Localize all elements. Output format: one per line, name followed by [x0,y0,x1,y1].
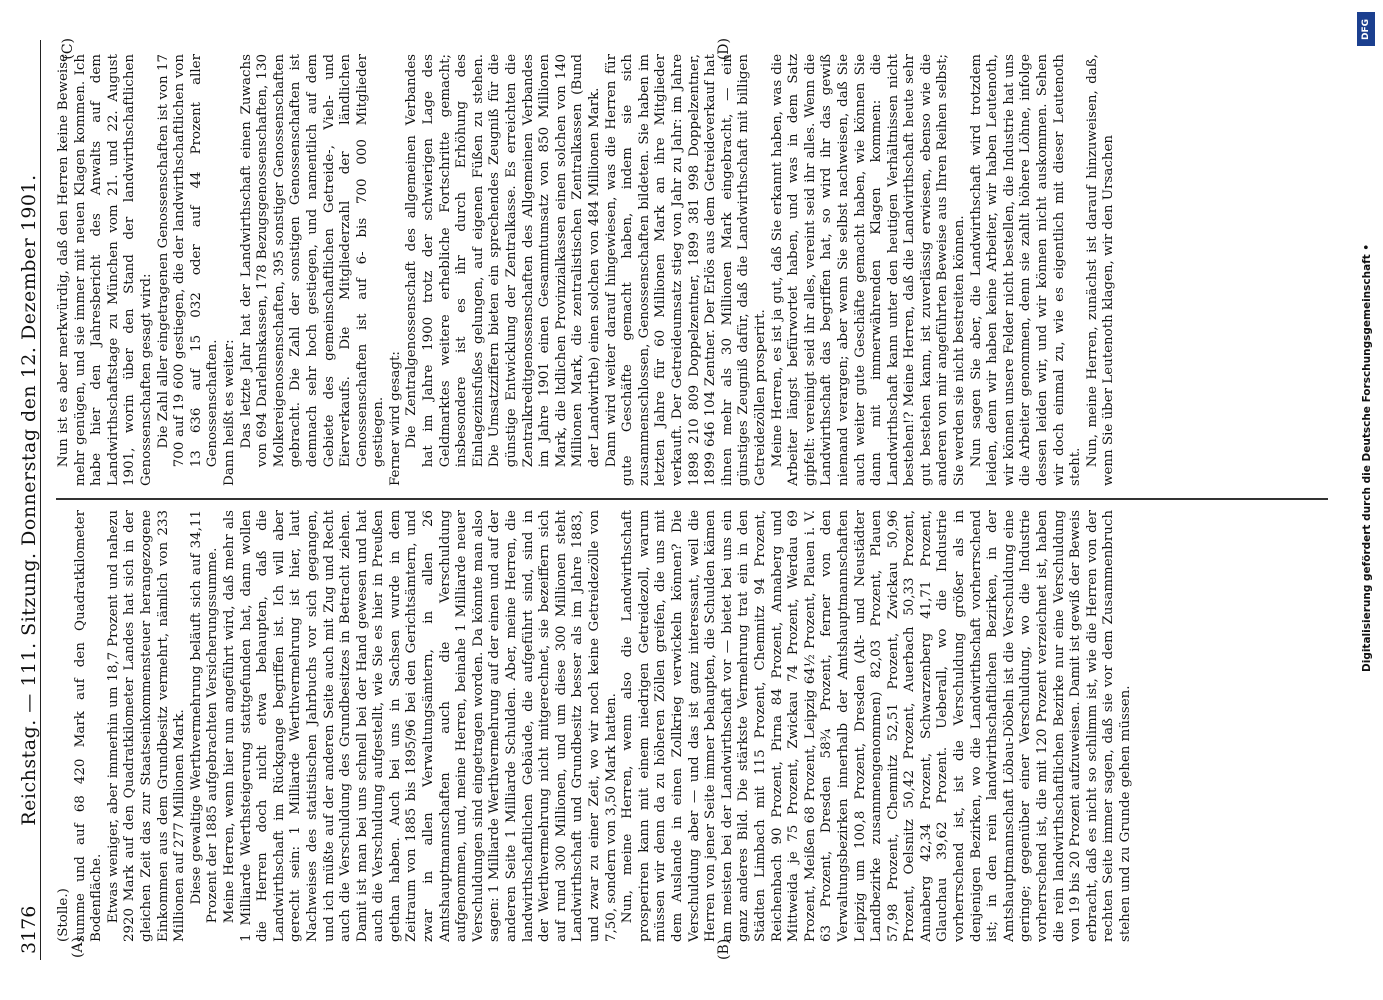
margin-marker-a: (A) [70,936,86,958]
margin-marker-b: (B) [716,938,732,960]
page-number: 3176 [18,905,40,954]
page-header [18,40,41,960]
page-title: Reichstag. — 111. Sitzung. Donnerstag den 12. Dezember 1901. [18,174,40,826]
paragraph: summe und auf 68 420 Mark auf den Quadratkilometer Bodenfläche. [72,510,105,942]
right-column [56,54,1328,486]
paragraph: Meine Herren, es ist ja gut, daß Sie erkannt haben, was die Arbeiter längst befürwortet haben, und was in dem Satz gipfelt: vereinigt seid ihr alles, vereint seid ihr alles. Wenn die Landwirthschaft das begriffen hat, so wird ihr das gewiß niemand verargen; aber wenn Sie selbst nachweisen, daß Sie auch weiter gute Geschäfte gemacht haben, wie können Sie dann mit immerwährenden Klagen kommen: die Landwirthschaft kann unter den heutigen Verhältnissen nicht bestehen!? Meine Herren, daß die Landwirthschaft heute sehr gut bestehen kann, ist zuverlässig erwiesen, ebenso wie die anderen von mir angeführten Beweise aus Ihren Reihen selbst; Sie werden sie nicht bestreiten können. [769,54,968,486]
left-column [56,510,1328,942]
paragraph: Meine Herren, wenn hier nun angeführt wird, daß mehr als 1 Milliarde Werthsteigerung stattgefunden hat, dann wollen die Herren doch nicht etwa behaupten, daß die Landwirthschaft im Rückgange begriffen ist. Ich will aber gerecht sein: 1 Milliarde Werthvermehrung ist hier, laut Nachweises des statistischen Jahrbuchs vor sich gegangen, und ich müßte auf der anderen Seite auch mit Zug und Recht auch die Verschuldung des Grundbesitzes in Betracht ziehen. Damit ist man bei uns schnell bei der Hand gewesen und hat auch die Verschuldung aufgestellt, wie Sie es hier in Preußen gethan haben. Auch bei uns in Sachsen wurde in dem Zeitraum von 1885 bis 1895/96 bei den Gerichtsämtern, und zwar in allen Verwaltungsämtern, in allen 26 Amtshauptmannschaften auch die Verschuldung aufgenommen, und, meine Herren, beinahe 1 Milliarde neuer Verschuldungen sind eingetragen worden. Da könnte man also sagen: 1 Milliarde Werthvermehrung auf der einen und auf der anderen Seite 1 Milliarde Schulden. Aber, meine Herren, die landwirthschaftlichen Gebäude, die aufgeführt sind, sind in der Werthvermehrung nicht mitgerechnet, sie bezeiffern sich auf rund 300 Millionen, und um diese 300 Millionen steht Landwirthschaft und Grundbesitz besser als im Jahre 1883, und zwar zu einer Zeit, wo wir noch keine Getreidezölle von 7,50, sondern von 3,50 Mark hatten. [221,510,619,942]
paragraph: Etwas weniger, aber immerhin um 18,7 Prozent und nahezu 2920 Mark auf den Quadratkilometer Landes hat sich in der gleichen Zeit das zur Staatseinkommensteuer herangezogene Einkommen aus dem Grundbesitz vermehrt, nämlich von 233 Millionen auf 277 Millionen Mark. [105,510,188,942]
paragraph: Nun ist es aber merkwürdig, daß den Herren keine Beweise mehr genügen, und sie immer mit neuen Klagen kommen. Ich habe hier den Jahresbericht des Anwalts auf dem Landwirthschaftstage zu München vom 21. und 22. August 1901, worin über den Stand der landwirthschaftlichen Genossenschaften gesagt wird: [56,54,154,486]
margin-marker-c: (C) [60,38,76,60]
digitization-sidebar [1350,8,1382,1000]
quoted-paragraph: Die Zentralgenossenschaft des allgemeinen Verbandes hat im Jahre 1900 trotz der schwierigen Lage des Geldmarktes weitere erhebliche Fortschritte gemacht; insbesondere ist es ihr durch Erhöhung des Einlagezinsfußes gelungen, auf eigenen Füßen zu stehen. Die Umsatzziffern bieten ein sprechendes Zeugniß für die günstige Entwicklung der Zentralkasse. Es erreichten die Zentralkreditgenossenschaften des Allgemeinen Verbandes im Jahre 1901 einen Gesammtumsatz von 850 Millionen Mark, die ltdlichen Provinzialkassen einen solchen von 140 Millionen Mark, die zentralistischen Zentralkassen (Bund der Landwirthe) einen solchen von 484 Millionen Mark. [404,54,602,468]
dfg-logo-icon: DFG [1357,12,1375,46]
column-rule [56,498,1328,500]
paragraph: Nun sagen Sie aber, die Landwirthschaft wird trotzdem leiden, denn wir haben keine Arbeiter, wir haben Leutenoth, wir können unsere Felder nicht bestellen, die Industrie hat uns die Arbeiter genommen, denn sie zahlt höhere Löhne, infolge dessen leiden wir, und wir können nicht auskommen. Sehen wir doch einmal zu, wie es eigentlich mit dieser Leutenoth steht. [968,54,1084,486]
paragraph: Nun, meine Herren, zunächst ist darauf hinzuweisen, daß, wenn Sie über Leutenoth klagen, wir den Ursachen [1084,54,1117,486]
paragraph: Diese gewaltige Werthvermehrung beläuft sich auf 34,11 Prozent der 1885 aufgebrachten Versicherungssumme. [188,510,221,924]
digitization-note: Digitalisierung gefördert durch die Deutsche Forschungsgemeinschaft • [1361,243,1373,672]
quoted-paragraph: Die Zahl aller eingetragenen Genossenschaften ist von 17 700 auf 19 600 gestiegen, die der landwirthschaftlichen von 13 636 auf 15 032 oder auf 44 Prozent aller Genossenschaften. [155,54,221,468]
paragraph: Dann heißt es weiter: [221,339,237,486]
text-columns [56,40,1328,960]
paragraph: Nun, meine Herren, wenn also die Landwirthschaft prosperiren kann mit einem niedrigen Getreidezoll, warum müssen wir denn da zu höheren Zöllen greifen, die uns mit dem Auslande in einen Zollkrieg verwickeln können? Die Verschuldung aber — und das ist ganz interessant, weil die Herren von jener Seite immer behaupten, die Schulden kämen am meisten bei der Landwirthschaft vor — bietet bei uns ein ganz anderes Bild. Die stärkste Vermehrung trat ein in den Städten Limbach mit 115 Prozent, Chemnitz 94 Prozent, Reichenbach 90 Prozent, Pirna 84 Prozent, Annaberg und Mittweida je 75 Prozent, Zwickau 74 Prozent, Werdau 69 Prozent, Meißen 68 Prozent, Leipzig 64½ Prozent, Plauen i. V. 63 Prozent, Dresden 58¾ Prozent, ferner von den Verwaltungsbezirken innerhalb der Amtshauptmannschaften Leipzig um 100,8 Prozent, Dresden (Alt- und Neustädter Landbezirke zusammengenommen) 82,03 Prozent, Plauen 57,98 Prozent, Chemnitz 52,51 Prozent, Zwickau 50,96 Prozent, Oelsnitz 50,42 Prozent, Auerbach 50,33 Prozent, Annaberg 42,34 Prozent, Schwarzenberg 41,71 Prozent, Glauchau 39,62 Prozent. Ueberall, wo die Industrie vorherrschend ist, ist die Verschuldung größer als in denjenigen Bezirken, wo die Landwirthschaft vorherrschend ist; in den rein landwirthschaftlichen Bezirken, in der Amtshauptmannschaft Löbau-Döbeln ist die Verschuldung eine geringe; gegenüber einer Verschuldung, wo die Industrie vorherrschend ist, die mit 120 Prozent verzeichnet ist, haben die rein landwirthschaftlichen Bezirke nur eine Verschuldung von 19 bis 20 Prozent aufzuweisen. Damit ist gewiß der Beweis erbracht, daß es nicht so schlimm ist, wie die Herren von der rechten Seite immer sagen, daß sie vor dem Zusammenbruch stehen und zu Grunde gehen müssen. [620,510,1133,942]
paragraph: Ferner wird gesagt: [387,351,403,486]
speaker-label: (Stolle.) [56,888,71,942]
margin-marker-d: (D) [716,38,732,61]
paragraph: Dann wird weiter darauf hingewiesen, was die Herren für gute Geschäfte gemacht haben, indem sie sich zusammenschlossen, Genossenschaften bildeten. Sie haben im letzten Jahre für 60 Millionen Mark an ihre Mitglieder verkauft. Der Getreideumsatz stieg von Jahr zu Jahr: im Jahre 1898 210 809 Doppelzentner, 1899 381 998 Doppelzentner, 1899 646 104 Zentner. Der Erlös aus dem Getreideverkauf hat ihnen mehr als 30 Millionen Mark eingebracht, — ein günstiges Zeugniß dafür, daß die Landwirthschaft mit billigen Getreidezöllen prosperirt. [603,54,768,486]
quoted-paragraph: Das letzte Jahr hat der Landwirthschaft einen Zuwachs von 694 Darlehnskassen, 178 Bezugsgenossenschaften, 130 Molkereigenossenschaften, 395 sonstiger Genossenschaften gebracht. Die Zahl der sonstigen Genossenschaften ist demnach sehr hoch gestiegen, und namentlich auf dem Gebiete des gemeinschaftlichen Getreide-, Vieh- und Eierverkaufs. Die Mitgliederzahl der ländlichen Genossenschaften ist auf 6- bis 700 000 Mitglieder gestiegen. [238,54,387,468]
